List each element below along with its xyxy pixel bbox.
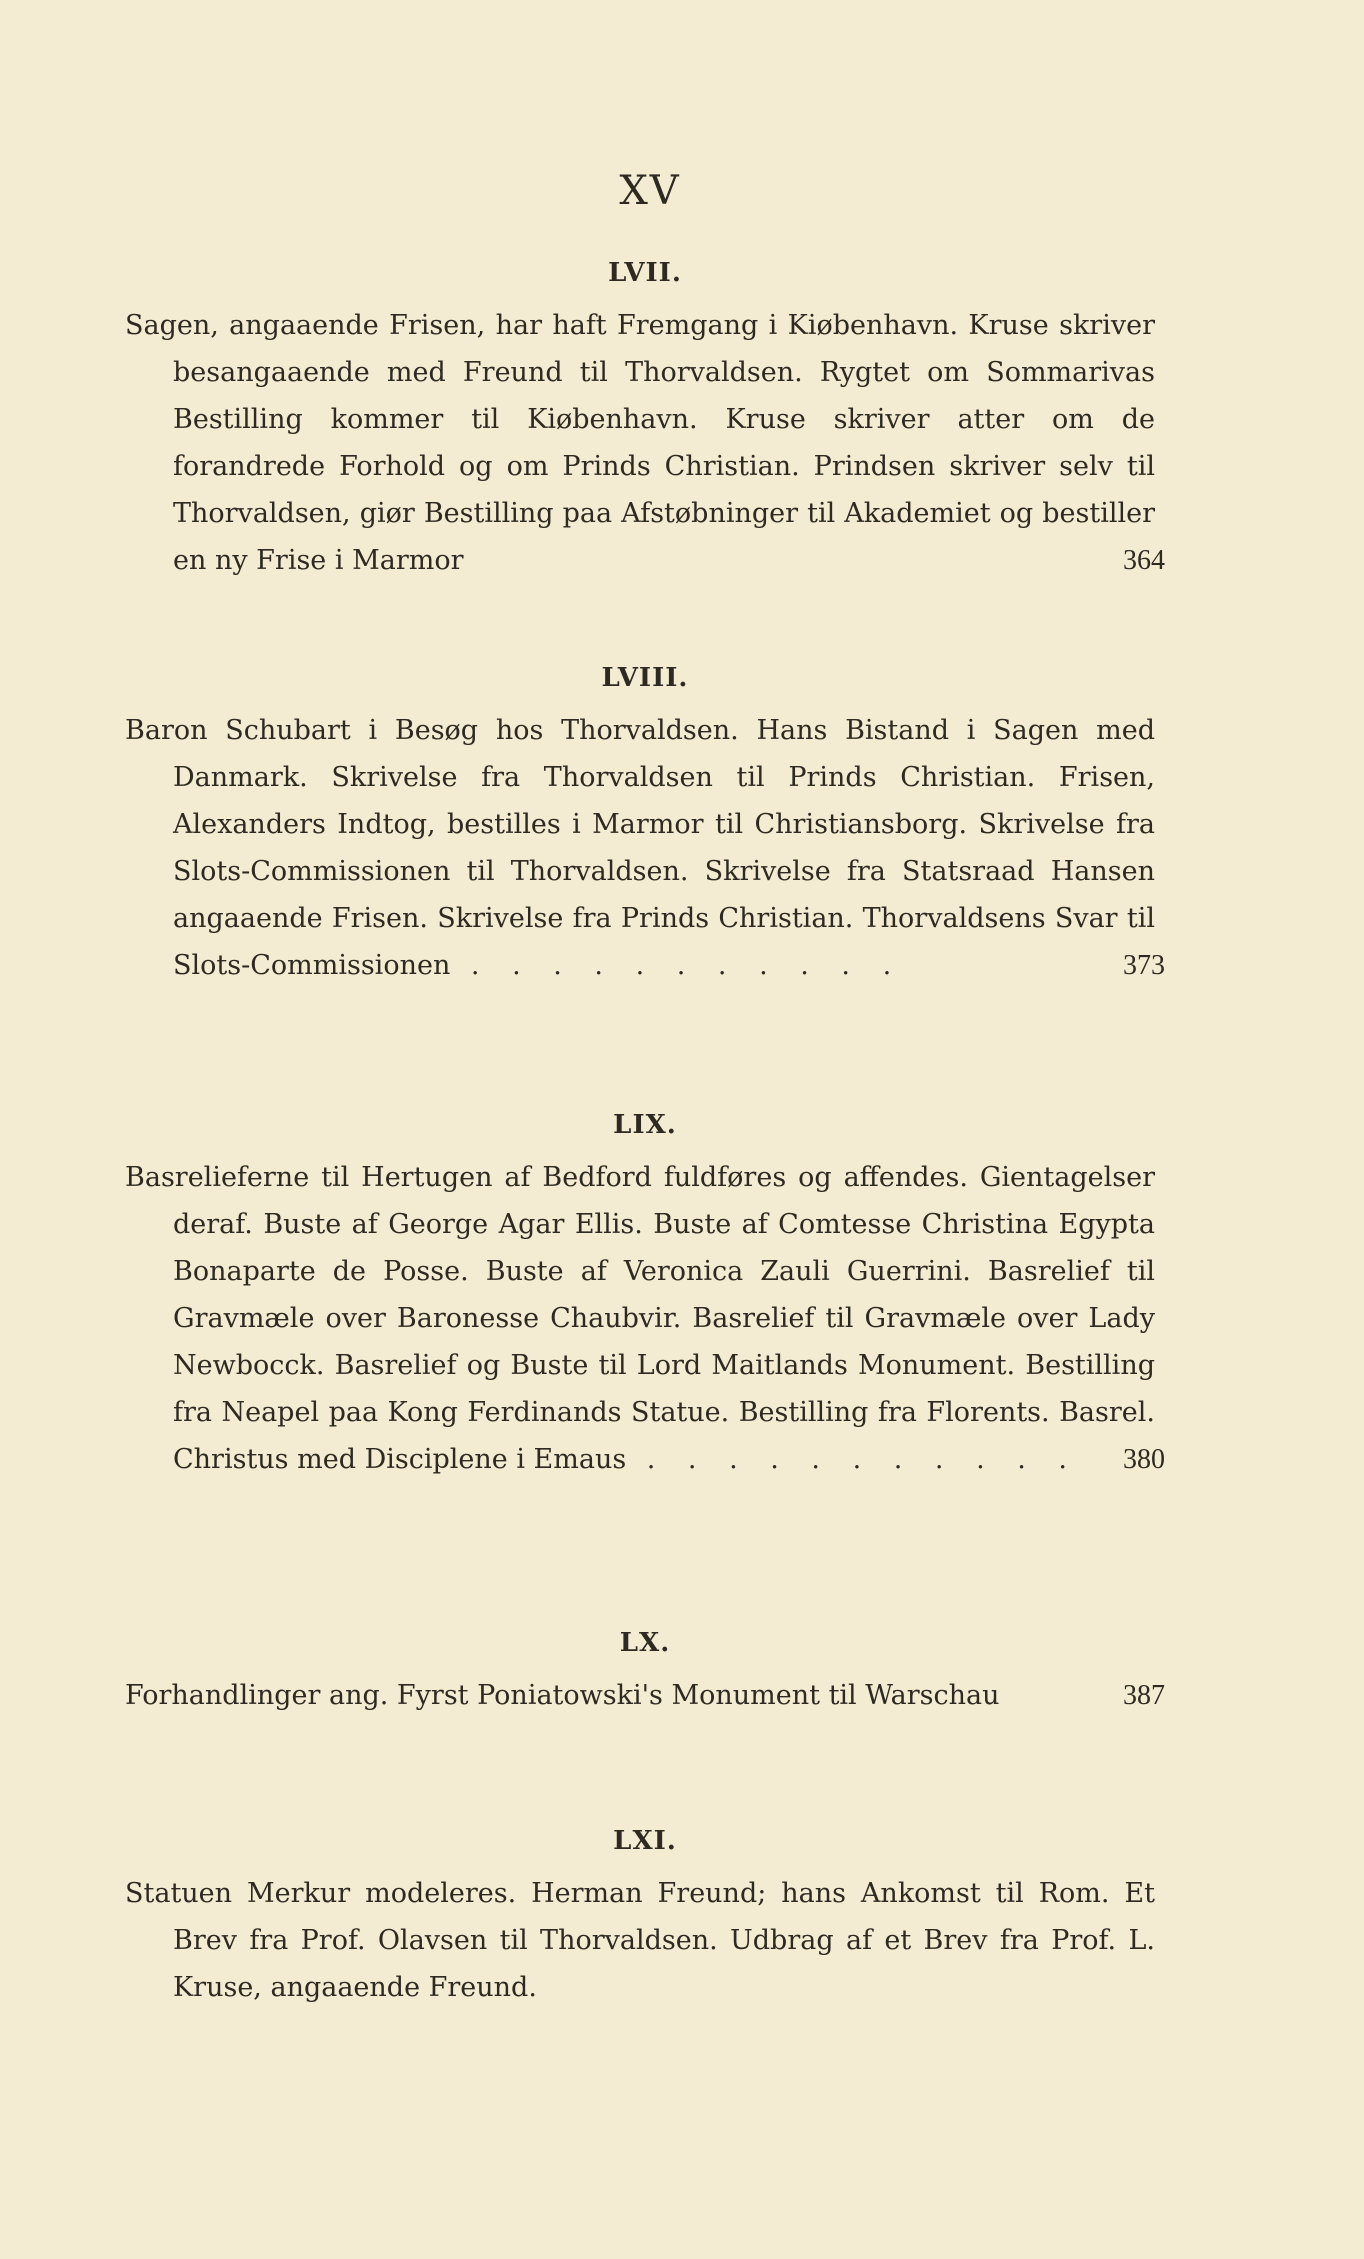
- section-summary: [125, 1154, 1165, 1483]
- page-reference: 373: [1117, 942, 1165, 989]
- section-number: LVII.: [608, 258, 682, 288]
- section-summary: [125, 1672, 1165, 1719]
- section-number: LIX.: [613, 1110, 677, 1140]
- page-reference: 387: [1117, 1672, 1165, 1719]
- summary-text: Baron Schubart i Besøg hos Thorvaldsen. Hans Bistand i Sagen med Danmark. Skrivelse fra Thorvaldsen til Prinds Christian. Frisen, Alexanders Indtog, bestilles i Marmor til Christiansborg. Skrivelse fra Slots-Commissionen til Thorvaldsen. Skrivelse fra Statsraad Hansen angaaende Frisen. Skrivelse fra Prinds Christian. Thorvaldsens Svar til Slots-Commissionen: [125, 715, 1155, 981]
- summary-text: Basrelieferne til Hertugen af Bedford fuldføres og affendes. Gientagelser deraf. Buste af George Agar Ellis. Buste af Comtesse Christina Egypta Bonaparte de Posse. Buste af Veronica Zauli Guerrini. Basrelief til Gravmæle over Baronesse Chaubvir. Basrelief til Gravmæle over Lady Newbocck. Basrelief og Buste til Lord Maitlands Monument. Bestilling fra Neapel paa Kong Ferdinands Statue. Bestilling fra Florents. Basrel. Christus med Disciplene i Emaus: [125, 1162, 1155, 1475]
- toc-section-lx: [125, 1628, 1165, 1719]
- toc-section-lvii: [125, 258, 1165, 584]
- summary-text: Forhandlinger ang. Fyrst Poniatowski's Monument til Warschau: [125, 1680, 1000, 1711]
- page-reference: 364: [1117, 537, 1165, 584]
- section-number: LX.: [619, 1628, 671, 1658]
- summary-text: Statuen Merkur modeleres. Herman Freund; hans Ankomst til Rom. Et Brev fra Prof. Olavsen til Thorvaldsen. Udbrag af et Brev fra Prof. L. Kruse, angaaende Freund.: [125, 1878, 1155, 2003]
- section-number: LXI.: [613, 1826, 677, 1856]
- section-summary: [125, 707, 1165, 989]
- section-number: LVIII.: [601, 663, 689, 693]
- toc-section-lxi: [125, 1826, 1155, 2011]
- toc-section-lviii: [125, 663, 1165, 989]
- toc-section-lix: [125, 1110, 1165, 1483]
- dot-leaders: . . . . . . . . . . .: [450, 950, 904, 981]
- page-reference: 380: [1117, 1436, 1165, 1483]
- dot-leaders: . . . . . . . . . . .: [626, 1444, 1080, 1475]
- section-summary: [125, 302, 1165, 584]
- page-number: XV: [619, 168, 681, 214]
- summary-text: Sagen, angaaende Frisen, har haft Fremgang i Kiøbenhavn. Kruse skriver besangaaende med Freund til Thorvaldsen. Rygtet om Sommarivas Bestilling kommer til Kiøbenhavn. Kruse skriver atter om de forandrede Forhold og om Prinds Christian. Prindsen skriver selv til Thorvaldsen, giør Bestilling paa Afstøbninger til Akademiet og bestiller en ny Frise i Marmor: [125, 310, 1155, 576]
- section-summary: [125, 1870, 1155, 2011]
